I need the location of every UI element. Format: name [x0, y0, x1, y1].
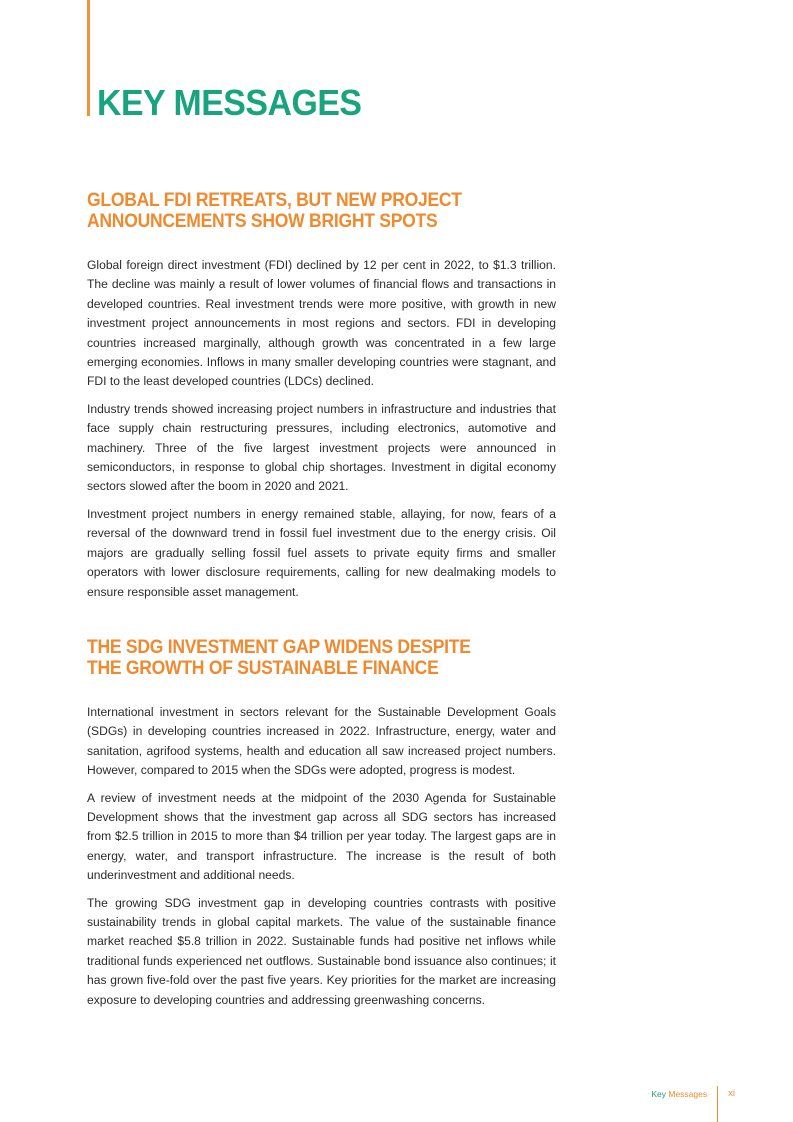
paragraph: The growing SDG investment gap in developing countries contrasts with positive sustainability trends in global capital markets. The value of the sustainable finance market reached $5.8 trillion in 2022. Sustainable funds had positive net inflows while traditional funds experienced net outflows. Sustainable bond issuance also continues; it has grown five-fold over the past five years. Key priorities for the market are increasing exposure to developing countries and addressing greenwashing concerns. — [87, 895, 556, 1007]
section-heading-line: THE SDG INVESTMENT GAP WIDENS DESPITE — [87, 636, 471, 658]
page-title: KEY MESSAGES — [97, 82, 362, 123]
section-heading-line: THE GROWTH OF SUSTAINABLE FINANCE — [87, 657, 439, 679]
page-number: xi — [728, 1088, 735, 1099]
footer-divider — [717, 1086, 718, 1122]
paragraph: Investment project numbers in energy remained stable, allaying, for now, fears of a reversal of the downward trend in fossil fuel investment due to the energy crisis. Oil majors are gradually selling fossil fuel assets to private equity firms and smaller operators with lower disclosure requirements, calling for new dealmaking models to ensure responsible asset management. — [87, 506, 556, 599]
footer-label-messages: Messages — [668, 1089, 708, 1099]
section-heading-line: GLOBAL FDI RETREATS, BUT NEW PROJECT — [87, 189, 462, 211]
footer-label-key: Key — [651, 1089, 666, 1099]
paragraph: International investment in sectors relevant for the Sustainable Development Goals (SDGs) in developing countries increased in 2022. Infrastructure, energy, water and sanitation, agrifood systems, health and education all saw increased project numbers. However, compared to 2015 when the SDGs were adopted, progress is modest. — [87, 705, 556, 778]
section-global-fdi — [87, 190, 556, 610]
paragraph: Industry trends showed increasing project numbers in infrastructure and industries that face supply chain restructuring pressures, including electronics, automotive and machinery. Three of the five largest investment projects were announced in semiconductors, in response to global chip shortages. Investment in digital economy sectors slowed after the boom in 2020 and 2021. — [87, 401, 556, 494]
section-heading — [87, 637, 509, 679]
paragraph: A review of investment needs at the midpoint of the 2030 Agenda for Sustainable Development shows that the investment gap across all SDG sectors has increased from $2.5 trillion in 2015 to more than $4 trillion per year today. The largest gaps are in energy, water, and transport infrastructure. The increase is the result of both underinvestment and additional needs. — [87, 790, 556, 883]
page-footer — [651, 1086, 735, 1122]
section-heading — [87, 190, 509, 232]
paragraph: Global foreign direct investment (FDI) declined by 12 per cent in 2022, to $1.3 trillion. The decline was mainly a result of lower volumes of financial flows and transactions in developed countries. Real investment trends were more positive, with growth in new investment project announcements in most regions and sectors. FDI in developing countries increased marginally, although growth was concentrated in a few large emerging economies. Inflows in many smaller developing countries were stagnant, and FDI to the least developed countries (LDCs) declined. — [87, 258, 556, 389]
section-sdg-investment-gap — [87, 637, 556, 1018]
title-accent-bar — [87, 0, 90, 116]
section-heading-line: ANNOUNCEMENTS SHOW BRIGHT SPOTS — [87, 210, 438, 232]
footer-running-title — [651, 1087, 707, 1101]
